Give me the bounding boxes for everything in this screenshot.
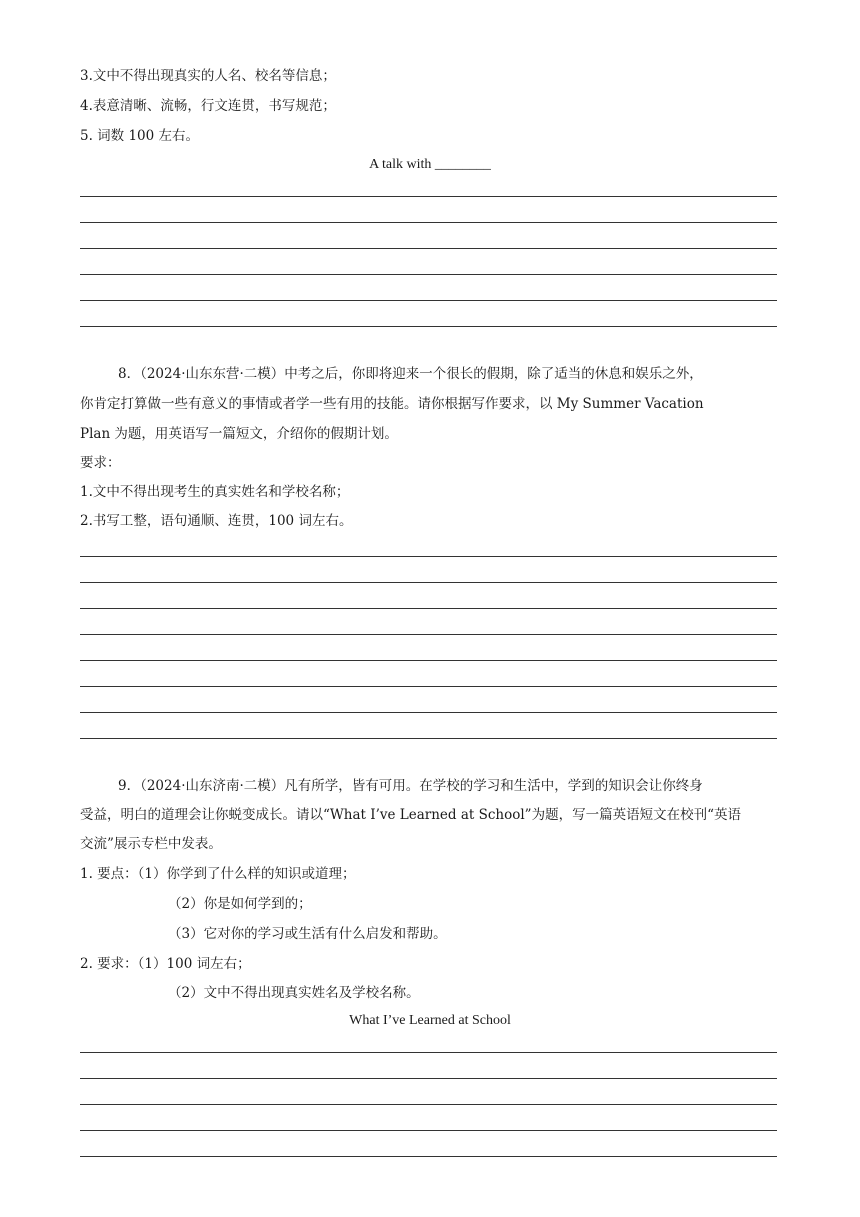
- writing-line: [80, 556, 777, 557]
- writing-line: [80, 196, 777, 197]
- question-8-text: Plan 为题，用英语写一篇短文，介绍你的假期计划。: [80, 426, 398, 442]
- requirement-line: 1.文中不得出现考生的真实姓名和学校名称；: [80, 484, 350, 500]
- writing-line: [80, 1130, 777, 1131]
- question-9-text: 交流”展示专栏中发表。: [80, 836, 222, 852]
- writing-line: [80, 686, 777, 687]
- requirement-line: 4.表意清晰、流畅，行文连贯，书写规范；: [80, 98, 336, 114]
- requirement-line: 2.书写工整，语句通顺、连贯，100 词左右。: [80, 513, 353, 529]
- writing-line: [80, 608, 777, 609]
- essay-title: What I’ve Learned at School: [349, 1013, 511, 1028]
- point-line: （2）你是如何学到的；: [168, 896, 312, 912]
- writing-line: [80, 738, 777, 739]
- requirements-label: 要求：: [80, 455, 121, 471]
- requirement-line: 5. 词数 100 左右。: [80, 128, 200, 144]
- writing-line: [80, 326, 777, 327]
- requirements-label: 2. 要求：（1）100 词左右；: [80, 956, 251, 972]
- writing-line: [80, 1104, 777, 1105]
- writing-line: [80, 582, 777, 583]
- question-8-text: 你肯定打算做一些有意义的事情或者学一些有用的技能。请你根据写作要求，以 My Summer Vacation: [80, 396, 704, 412]
- writing-line: [80, 660, 777, 661]
- essay-title: A talk with ________: [369, 157, 491, 172]
- writing-line: [80, 1156, 777, 1157]
- writing-line: [80, 248, 777, 249]
- requirement-line: （2）文中不得出现真实姓名及学校名称。: [168, 985, 420, 1001]
- writing-line: [80, 222, 777, 223]
- writing-line: [80, 634, 777, 635]
- requirement-line: 3.文中不得出现真实的人名、校名等信息；: [80, 68, 336, 84]
- point-line: （3）它对你的学习或生活有什么启发和帮助。: [168, 926, 447, 942]
- writing-line: [80, 274, 777, 275]
- writing-line: [80, 712, 777, 713]
- question-9-text: 9．（2024·山东济南·二模）凡有所学，皆有可用。在学校的学习和生活中，学到的知识会让你终身: [118, 778, 703, 794]
- writing-line: [80, 1078, 777, 1079]
- writing-line: [80, 300, 777, 301]
- question-8-text: 8．（2024·山东东营·二模）中考之后，你即将迎来一个很长的假期，除了适当的休息和娱乐之外，: [118, 366, 703, 382]
- writing-line: [80, 1052, 777, 1053]
- question-9-text: 受益，明白的道理会让你蜕变成长。请以“What I’ve Learned at School”为题，写一篇英语短文在校刊“英语: [80, 807, 741, 823]
- points-label: 1. 要点：（1）你学到了什么样的知识或道理；: [80, 866, 356, 882]
